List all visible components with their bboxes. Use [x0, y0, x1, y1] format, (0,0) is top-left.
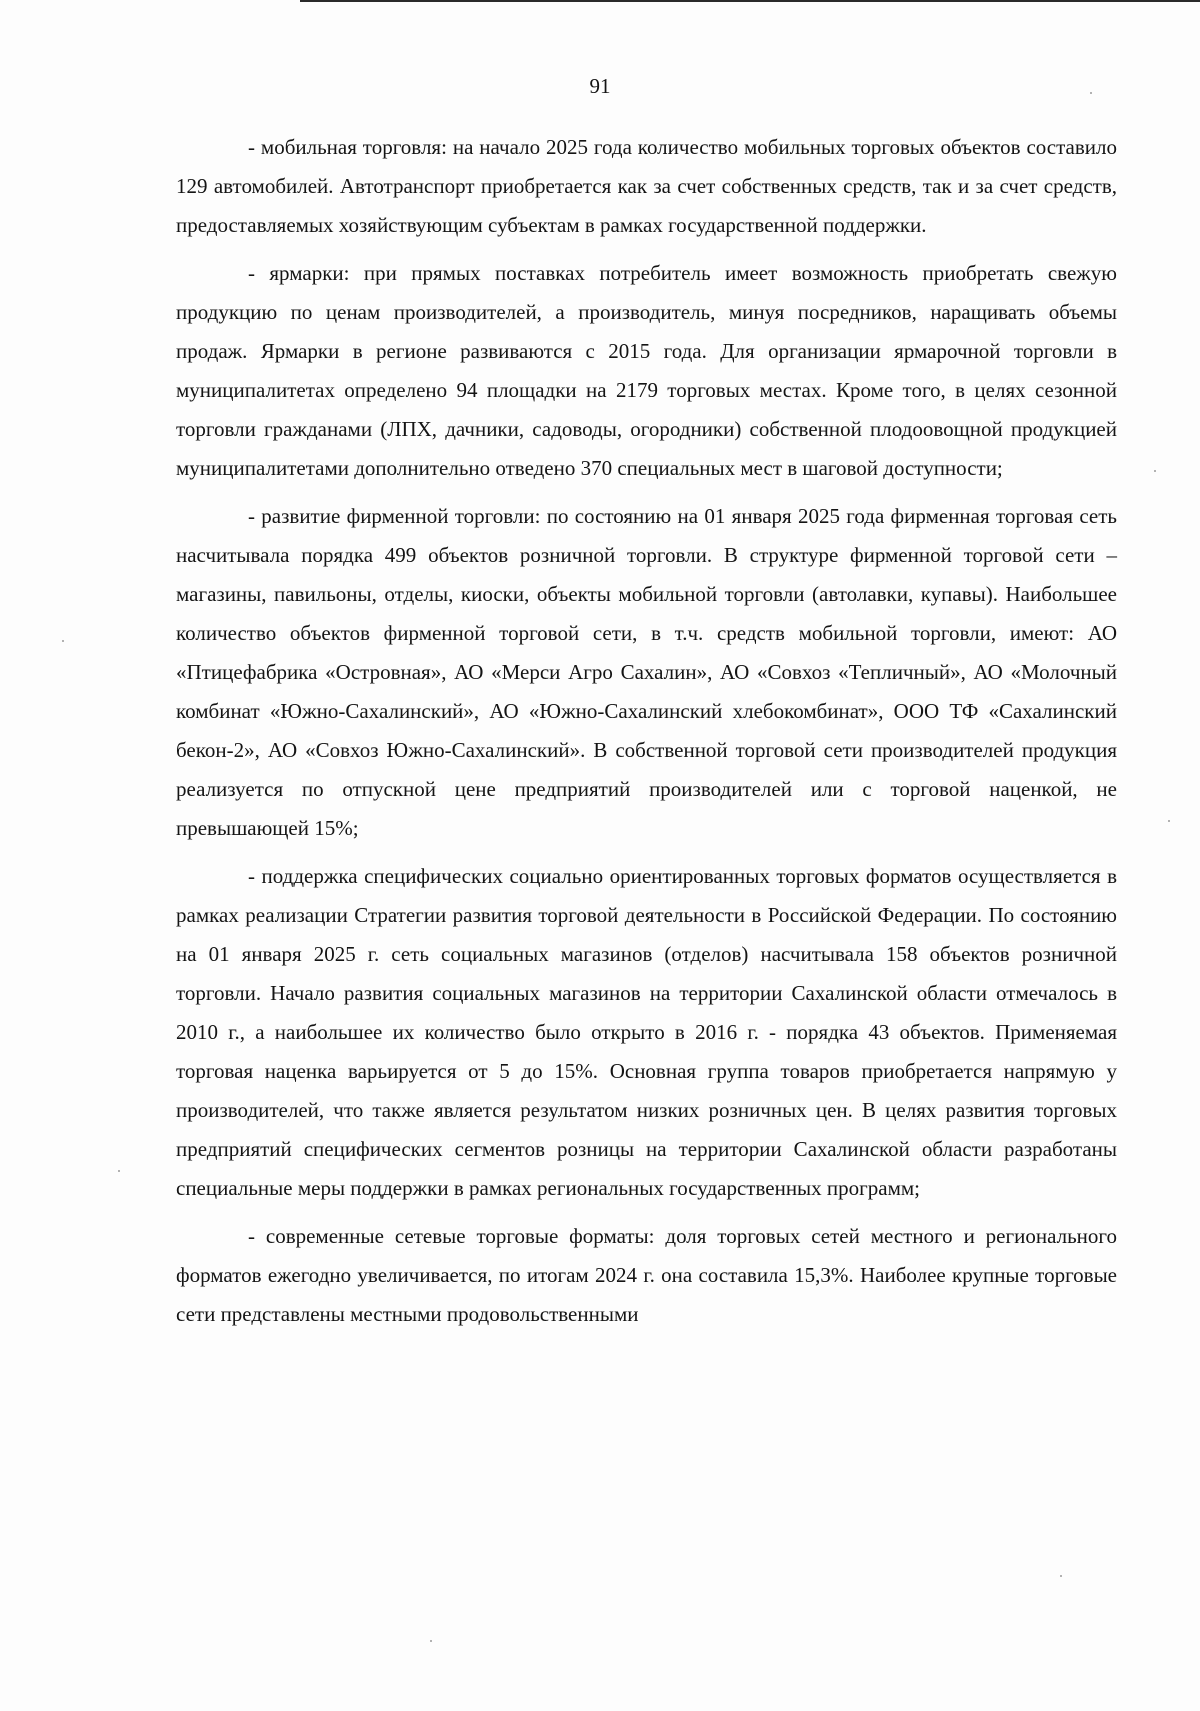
page-number: 91 [589, 74, 611, 98]
scan-speck [430, 1640, 432, 1642]
paragraph-mobile-trade: - мобильная торговля: на начало 2025 года количество мобильных торговых объектов составило 129 автомобилей. Автотранспорт приобретается как за счет собственных средств, так и за счет средств, предоставляемых хозяйствующим субъектам в рамках государственной поддержки. [176, 135, 1117, 237]
scan-speck [1090, 92, 1092, 94]
paragraph-social-formats: - поддержка специфических социально ориентированных торговых форматов осуществляется в рамках реализации Стратегии развития торговой деятельности в Российской Федерации. По состоянию на 01 января 2025 г. сеть социальных магазинов (отделов) насчитывала 158 объектов розничной торговли. Начало развития социальных магазинов на территории Сахалинской области отмечалось в 2010 г., а наибольшее их количество было открыто в 2016 г. - порядка 43 объектов. Применяемая торговая наценка варьируется от 5 до 15%. Основная группа товаров приобретается напрямую у производителей, что также является результатом низких розничных цен. В целях развития торговых предприятий специфических сегментов розницы на территории Сахалинской области разработаны специальные меры поддержки в рамках региональных государственных программ; [176, 864, 1117, 1200]
scan-speck [118, 1170, 120, 1172]
page-top-edge [300, 0, 1200, 2]
paragraph-chain-formats: - современные сетевые торговые форматы: доля торговых сетей местного и регионального форматов ежегодно увеличивается, по итогам 2024 г. она составила 15,3%. Наиболее крупные торговые сети представлены местными продовольственными [176, 1224, 1117, 1326]
scan-speck [1060, 1575, 1062, 1577]
scan-speck [1168, 820, 1170, 822]
paragraph-brand-trade: - развитие фирменной торговли: по состоянию на 01 января 2025 года фирменная торговая сеть насчитывала порядка 499 объектов розничной торговли. В структуре фирменной торговой сети – магазины, павильоны, отделы, киоски, объекты мобильной торговли (автолавки, купавы). Наибольшее количество объектов фирменной торговой сети, в т.ч. средств мобильной торговли, имеют: АО «Птицефабрика «Островная», АО «Мерси Агро Сахалин», АО «Совхоз «Тепличный», АО «Молочный комбинат «Южно-Сахалинский», АО «Южно-Сахалинский хлебокомбинат», ООО ТФ «Сахалинский бекон-2», АО «Совхоз Южно-Сахалинский». В собственной торговой сети производителей продукция реализуется по отпускной цене предприятий производителей или с торговой наценкой, не превышающей 15%; [176, 504, 1117, 840]
document-body [176, 128, 1117, 1343]
paragraph-fairs: - ярмарки: при прямых поставках потребитель имеет возможность приобретать свежую продукцию по ценам производителей, а производитель, минуя посредников, наращивать объемы продаж. Ярмарки в регионе развиваются с 2015 года. Для организации ярмарочной торговли в муниципалитетах определено 94 площадки на 2179 торговых местах. Кроме того, в целях сезонной торговли гражданами (ЛПХ, дачники, садоводы, огородники) собственной плодоовощной продукцией муниципалитетами дополнительно отведено 370 специальных мест в шаговой доступности; [176, 261, 1117, 480]
scan-speck [1154, 470, 1156, 472]
scan-speck [62, 640, 64, 642]
